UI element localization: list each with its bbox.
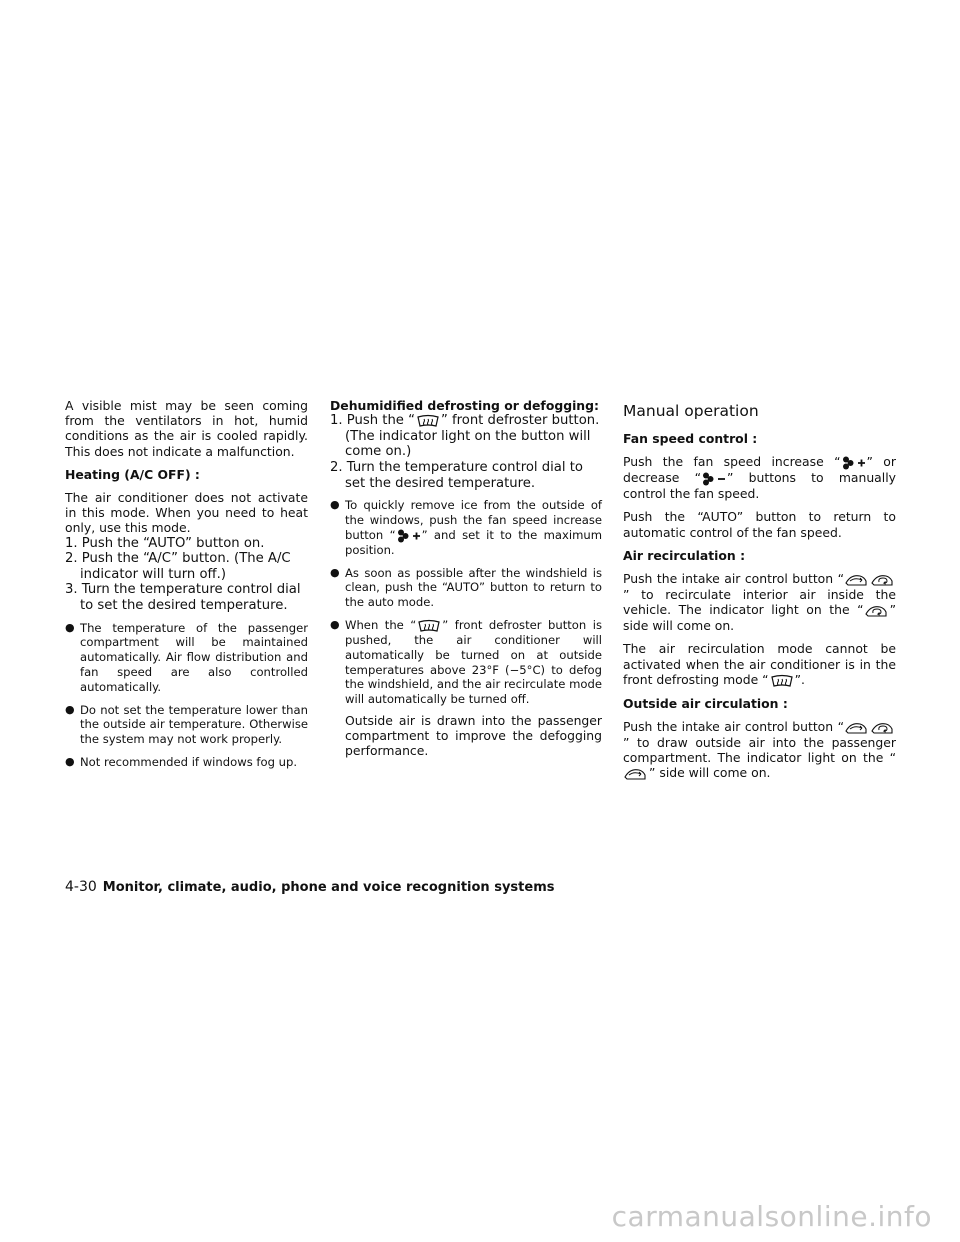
column-right	[623, 398, 896, 789]
fan-decrease-icon	[701, 472, 727, 486]
step-item: 2. Turn the temperature control dial to set the desired temperature.	[330, 459, 583, 491]
step-item: 3. Turn the temperature control dial to set the desired temperature.	[65, 582, 301, 613]
paragraph-text: Push the fan speed increase “	[623, 454, 841, 470]
bullet-marker: ●	[65, 620, 75, 634]
section-title: Manual operation	[623, 402, 759, 420]
bullet-item	[65, 755, 308, 770]
step-text: ” front defroster button. (The indicator light on the button will come on.)	[345, 413, 600, 460]
bullet-item	[330, 498, 602, 557]
bullet-text: Not recommended if windows fog up.	[80, 754, 298, 769]
outside-air-icon	[844, 573, 870, 587]
defog-note: Outside air is drawn into the passenger compartment to improve the defogging performance.	[345, 712, 602, 759]
bullet-item	[330, 566, 602, 610]
bullet-marker: ●	[65, 702, 75, 716]
outside-air-icon	[844, 721, 870, 735]
fan-increase-icon	[841, 456, 867, 470]
step-item	[330, 413, 602, 460]
bullet-marker: ●	[330, 565, 340, 579]
defog-steps	[330, 413, 602, 491]
front-defroster-icon	[769, 674, 795, 688]
bullet-text: To quickly remove ice from the outside of the windows, push the fan speed increase button “	[345, 498, 602, 542]
heating-steps	[65, 536, 308, 614]
bullet-marker: ●	[330, 617, 340, 631]
bullet-text: ” front defroster button is pushed, the air conditioner will automatically be turned on at outside temperatures above 23°F (−5°C) to defog the windshield, and the air recirculate mode will automatically be turned off.	[345, 617, 602, 707]
bullet-item	[330, 618, 602, 707]
front-defroster-icon	[416, 619, 442, 633]
paragraph-text: ” to recirculate interior air inside the vehicle. The indicator light on the “	[623, 587, 896, 618]
recirculation-icon	[870, 721, 896, 735]
recirculation-heading: Air recirculation :	[623, 547, 746, 563]
paragraph-text: Push the intake air control button “	[623, 571, 844, 587]
paragraph-text: ” buttons to manually control the fan speed.	[623, 470, 896, 502]
section-name: Monitor, climate, audio, phone and voice recognition systems	[102, 880, 555, 895]
bullet-item	[65, 703, 308, 747]
column-middle	[330, 398, 602, 767]
bullet-item	[65, 621, 308, 695]
step-item: 1. Push the “AUTO” button on.	[65, 535, 265, 551]
recirculation-paragraph	[623, 571, 896, 633]
bullet-text: Do not set the temperature lower than the outside air temperature. Otherwise the system may not work properly.	[80, 702, 308, 747]
page-footer	[65, 879, 554, 895]
paragraph-text: ” or decrease “	[623, 454, 896, 486]
paragraph-text: ” side will come on.	[623, 602, 896, 634]
fan-speed-heading: Fan speed control :	[623, 431, 758, 446]
intro-paragraph: A visible mist may be seen coming from the ventilators in hot, humid conditions as the air is cooled rapidly. This does not indicate a malfunction.	[65, 398, 308, 459]
fan-speed-paragraph	[623, 454, 896, 501]
fan-auto-paragraph: Push the “AUTO” button to return to automatic control of the fan speed.	[623, 509, 896, 540]
bullet-text: When the “	[345, 617, 417, 632]
paragraph-text: ”.	[794, 671, 805, 687]
outside-air-paragraph	[623, 719, 896, 781]
step-item: 2. Push the “A/C” button. (The A/C indicator will turn off.)	[65, 551, 291, 582]
outside-air-heading: Outside air circulation :	[623, 695, 788, 711]
heating-paragraph: The air conditioner does not activate in this mode. When you need to heat only, use this mode.	[65, 490, 308, 536]
paragraph-text: Push the intake air control button “	[623, 719, 844, 735]
watermark: carmanualsonline.info	[611, 1200, 932, 1233]
paragraph-text: ” to draw outside air into the passenger compartment. The indicator light on the “	[623, 735, 896, 766]
recirculation-icon	[870, 573, 896, 587]
bullet-marker: ●	[330, 498, 340, 512]
outside-air-icon	[623, 767, 649, 781]
bullet-text: The temperature of the passenger compartment will be maintained automatically. Air flow distribution and fan speed are also controlled automatically.	[80, 620, 308, 694]
heating-bullets	[65, 621, 308, 770]
recirculation-note	[623, 641, 896, 687]
step-text: 1. Push the “	[330, 413, 415, 429]
recirculation-icon	[864, 604, 890, 618]
heating-heading: Heating (A/C OFF) :	[65, 466, 200, 482]
front-defroster-icon	[415, 414, 441, 428]
defog-heading: Dehumidified defrosting or defogging:	[330, 398, 599, 413]
bullet-text: ” and set it to the maximum position.	[345, 527, 603, 557]
page-number: 4-30	[65, 879, 97, 895]
fan-increase-icon	[396, 529, 422, 543]
bullet-marker: ●	[65, 754, 75, 768]
defog-bullets	[330, 498, 602, 707]
paragraph-text: The air recirculation mode cannot be activated when the air conditioner is in the front defrosting mode “	[623, 641, 896, 687]
paragraph-text: ” side will come on.	[649, 765, 771, 781]
bullet-text: As soon as possible after the windshield is clean, push the “AUTO” button to return to the auto mode.	[345, 565, 602, 610]
column-left	[65, 398, 308, 778]
